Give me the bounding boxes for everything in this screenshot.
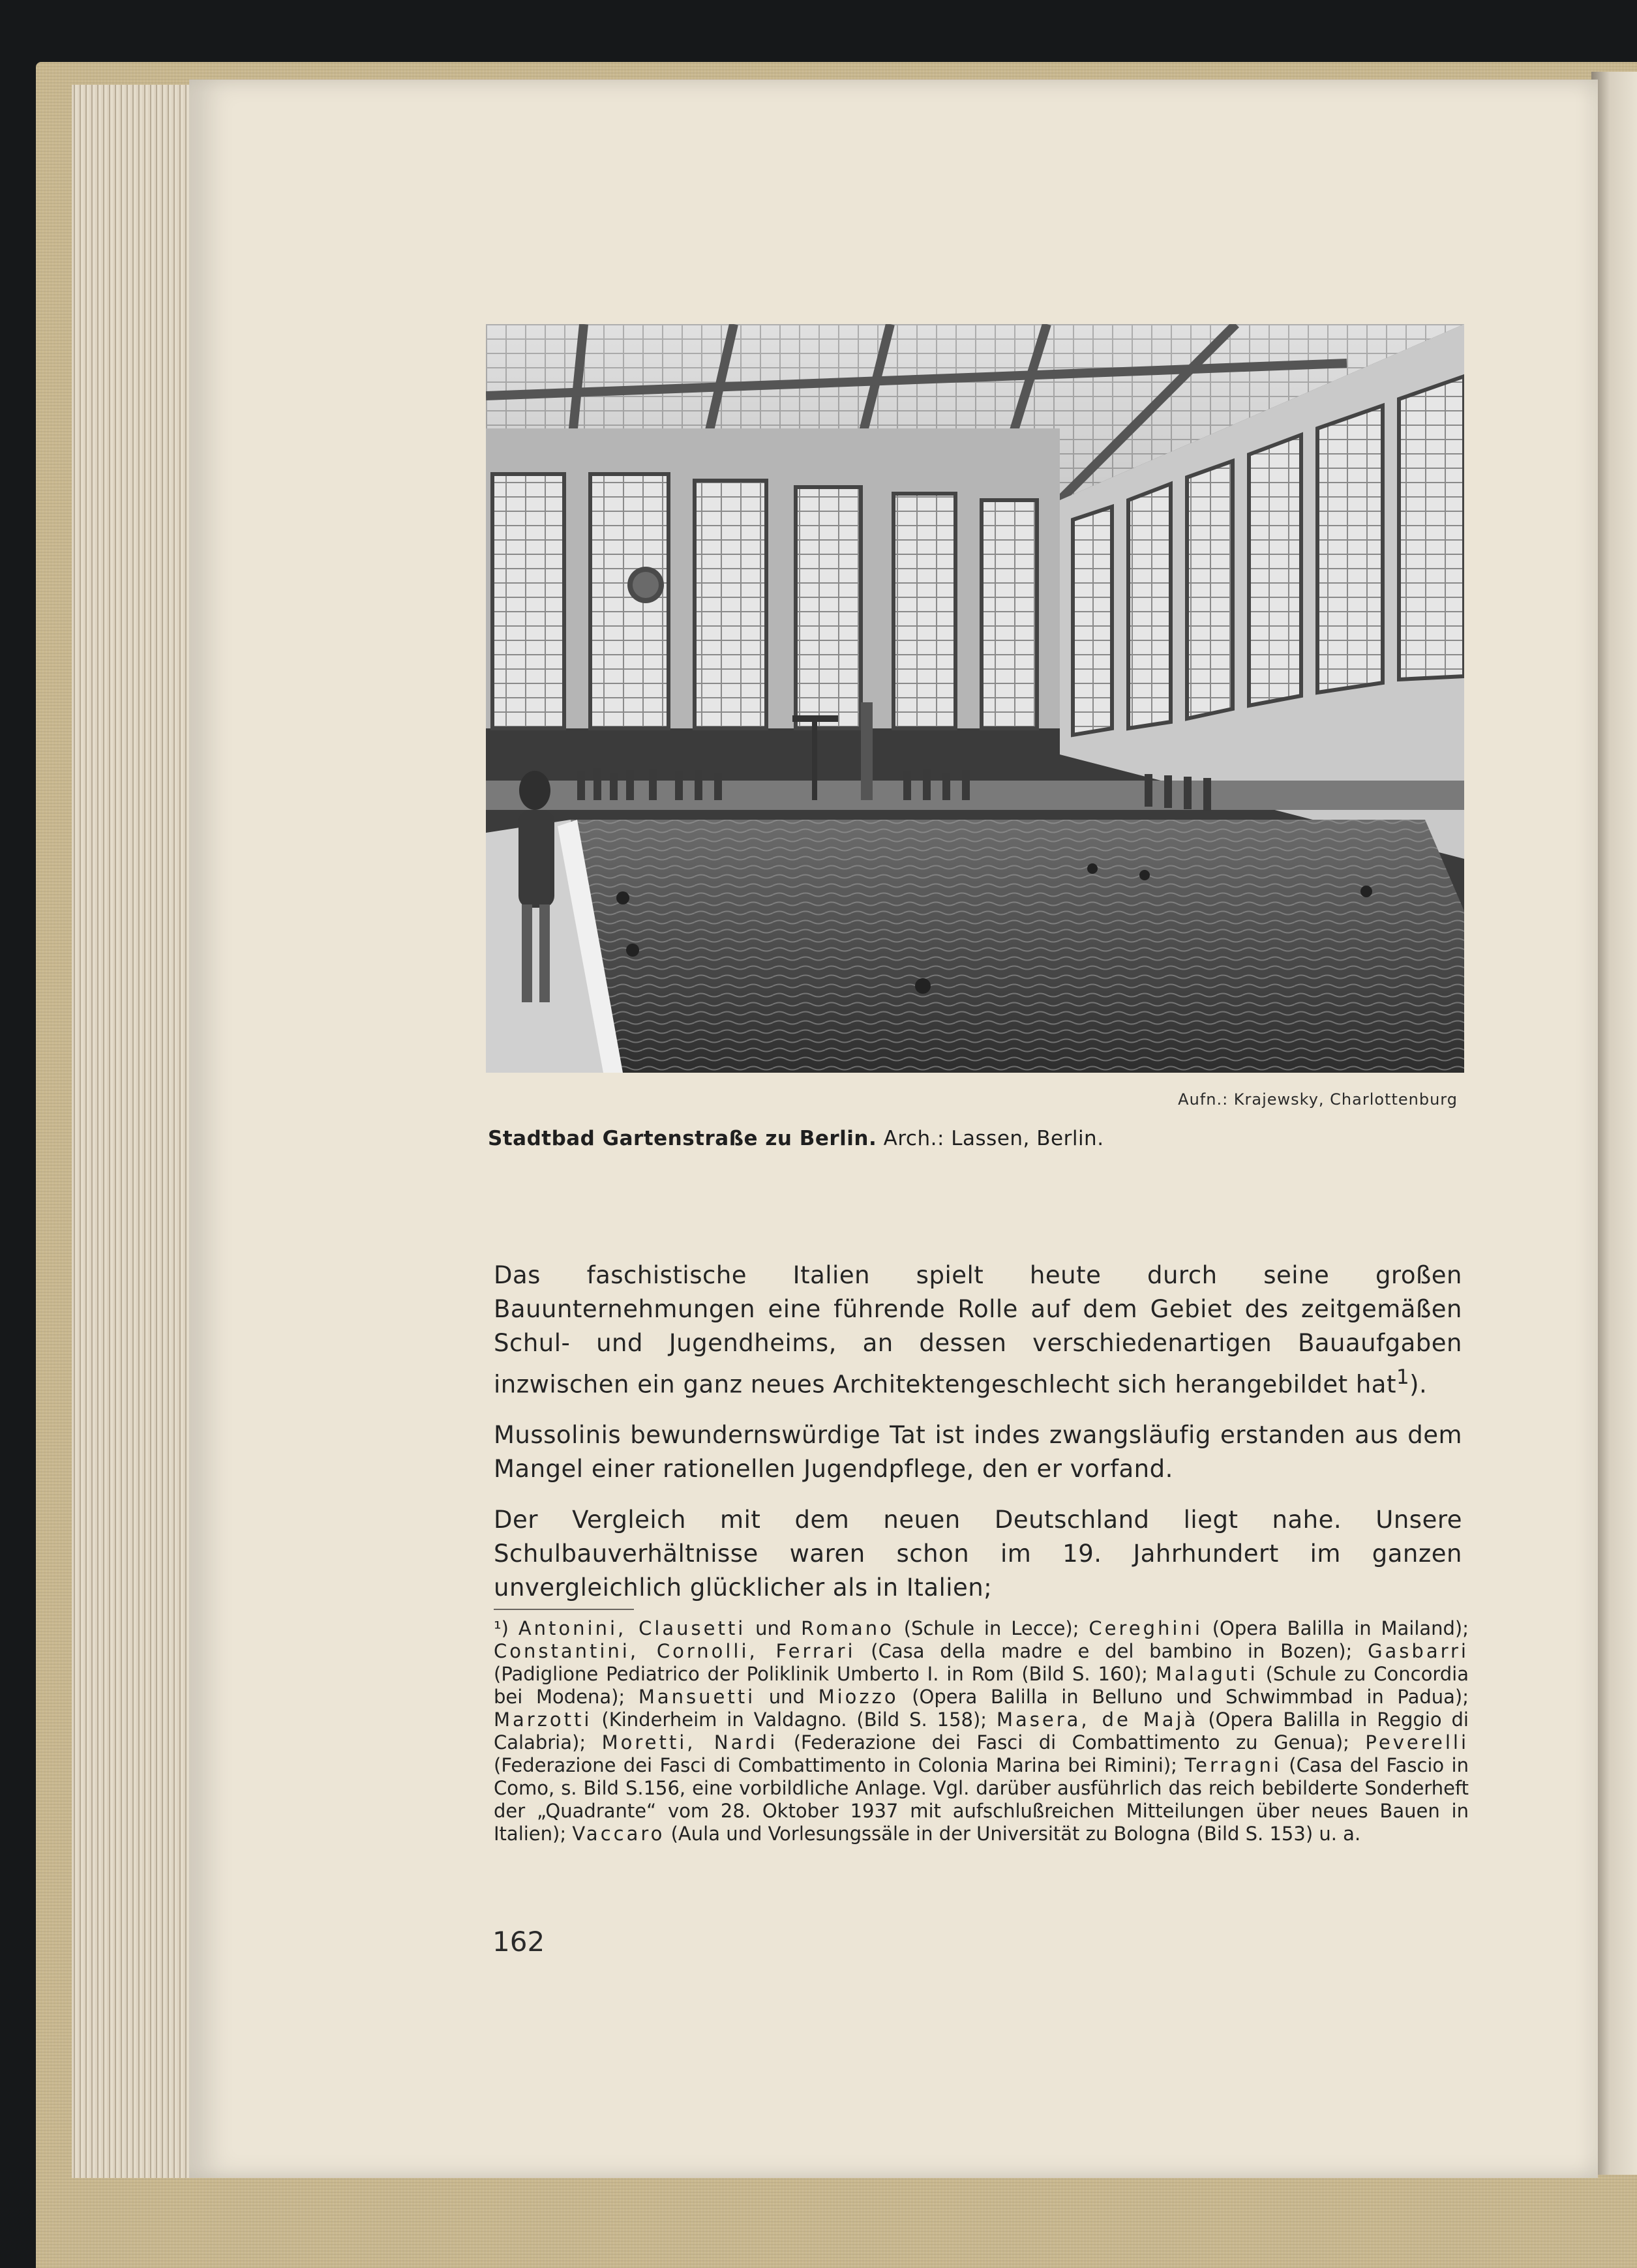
photo-caption: [488, 1127, 1104, 1150]
page-number: 162: [492, 1926, 545, 1958]
photo-credit: Aufn.: Krajewsky, Charlottenburg: [1178, 1090, 1458, 1109]
paragraph-2: Mussolinis bewundernswürdige Tat ist indes zwangsläufig erstanden aus dem Mangel einer rationellen Jugendpflege, den er vorfand.: [494, 1421, 1462, 1484]
body-text: [494, 1259, 1462, 1622]
paragraph-3: Der Vergleich mit dem neuen Deutschland liegt nahe. Unsere Schulbauverhältnisse waren schon im 19. Jahrhundert im ganzen unvergleichlich glücklicher als in Italien;: [494, 1506, 1462, 1602]
caption-title: Stadtbad Gartenstraße zu Berlin.: [488, 1127, 877, 1150]
pool-photo: [486, 324, 1464, 1073]
caption-architect: Arch.: Lassen, Berlin.: [883, 1127, 1104, 1150]
footnote: ¹) Antonini, Clausetti und Romano (Schule in Lecce); Cereghini (Opera Balilla in Mailand); Constantini, Cornolli, Ferrari (Casa della madre e del bambino in Bozen); Gasbarri (Padiglione Pediatrico der Poliklinik Umberto I. in Rom (Bild S. 160); Malaguti (Schule zu Concordia bei Modena); Mansuetti und Miozzo (Opera Balilla in Belluno und Schwimmbad in Padua); Marzotti (Kinderheim in Valdagno. (Bild S. 158); Masera, de Majà (Opera Balilla in Reggio di Calabria); Moretti, Nardi (Federazione dei Fasci di Combattimento zu Genua); Peverelli (Federazione dei Fasci di Combattimento in Colonia Marina bei Rimini); Terragni (Casa del Fascio in Como, s. Bild S.156, eine vorbildliche Anlage. Vgl. darüber ausführlich das reich bebilderte Sonderheft der „Quadrante“ vom 28. Oktober 1937 mit aufschlußreichen Mitteilungen über neues Bauen in Italien); Vaccaro (Aula und Vorlesungssäle in der Universität zu Bologna (Bild S. 153) u. a.: [494, 1617, 1469, 1845]
next-page-edge: [1591, 72, 1637, 2175]
footnote-ref[interactable]: 1: [1396, 1365, 1410, 1389]
footnote-divider: [494, 1609, 634, 1610]
page-edges: [72, 85, 196, 2178]
paragraph-1: Das faschistische Italien spielt heute durch seine großen Bauunternehmungen eine führende Rolle auf dem Gebiet des zeitgemäßen Schul- und Jugendheims, an dessen verschiedenartigen Bauaufgaben inzwischen ein ganz neues Architektengeschlecht sich herangebildet hat$^1$).: [494, 1261, 1462, 1399]
